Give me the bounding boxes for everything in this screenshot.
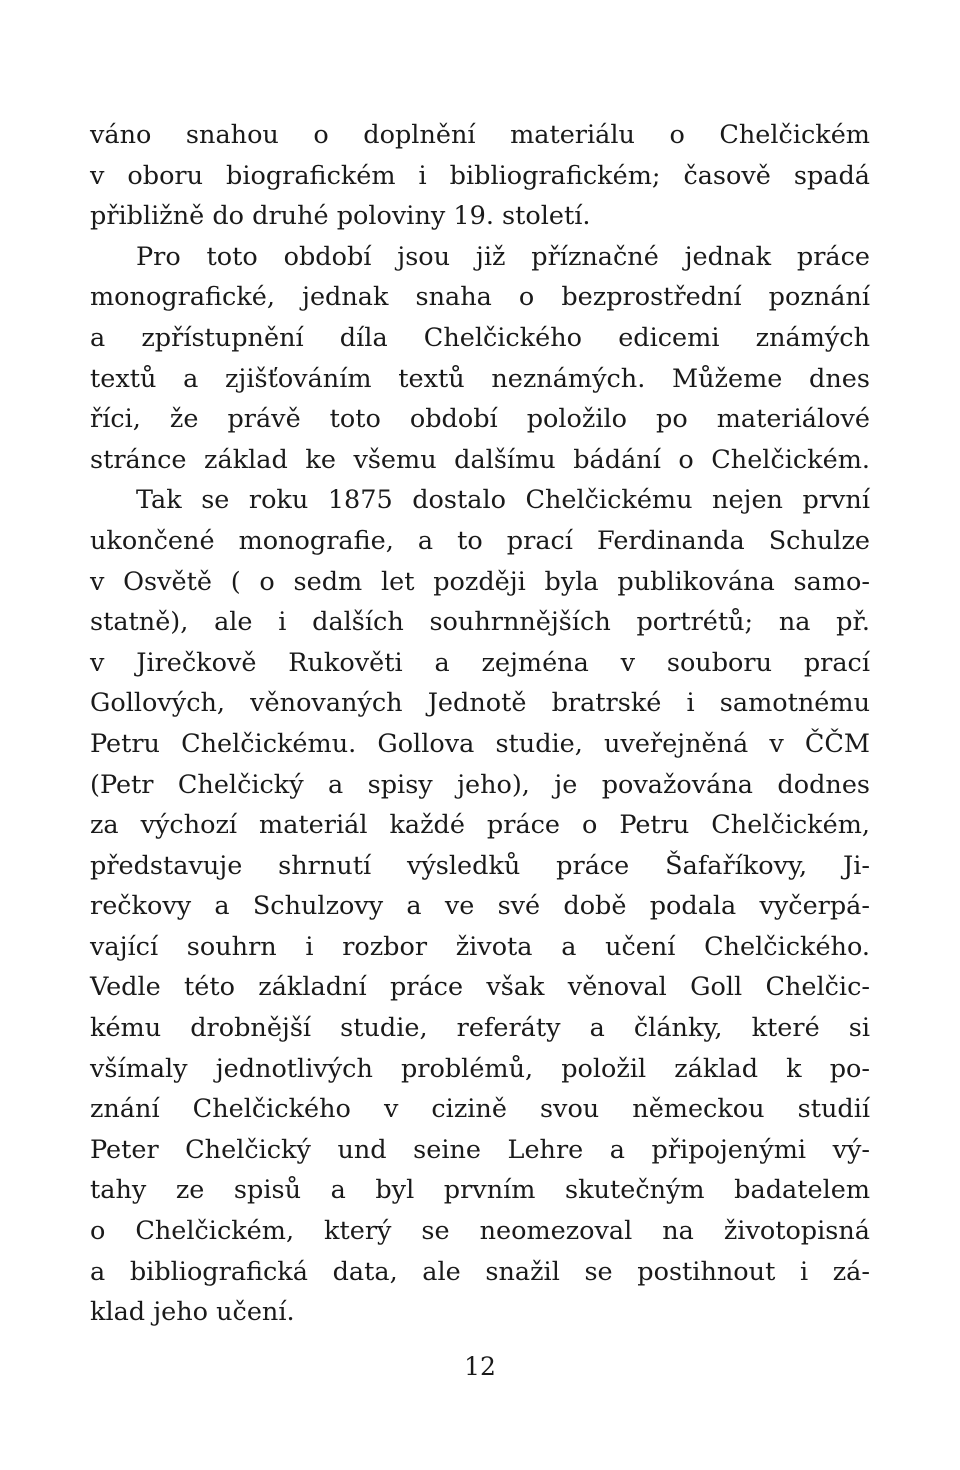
text-line: monografické, jednak snaha o bezprostřední poznání: [90, 282, 870, 313]
text-line: Vedle této základní práce však věnoval Goll Chelčic-: [90, 972, 870, 1003]
text-line: všímaly jednotlivých problémů, položil základ k po-: [90, 1053, 870, 1084]
text-line: klad jeho učení.: [90, 1297, 295, 1328]
text-line: a bibliografická data, ale snažil se postihnout i zá-: [90, 1256, 870, 1287]
text-line: váno snahou o doplnění materiálu o Chelčickém: [90, 120, 870, 150]
text-line: Pro toto období jsou již příznačné jednak práce: [136, 241, 870, 272]
text-line: Gollových, věnovaných Jednotě bratrské i samotnému: [90, 688, 870, 719]
text-line: textů a zjišťováním textů neznámých. Můžeme dnes: [90, 363, 870, 394]
text-line: Petru Chelčickému. Gollova studie, uveřejněná v ČČM: [90, 728, 870, 759]
text-line: o Chelčickém, který se neomezoval na životopisná: [90, 1216, 870, 1247]
text-line: a zpřístupnění díla Chelčického edicemi známých: [90, 322, 870, 353]
text-line: (Petr Chelčický a spisy jeho), je považována dodnes: [90, 769, 870, 800]
text-line: přibližně do druhé poloviny 19. století.: [90, 201, 591, 232]
text-line: statně), ale i dalších souhrnnějších portrétů; na př.: [90, 607, 870, 638]
text-line: znání Chelčického v cizině svou německou studií: [90, 1094, 870, 1125]
text-line: za výchozí materiál každé práce o Petru Chelčickém,: [90, 810, 870, 841]
text-line: vající souhrn i rozbor života a učení Chelčického.: [90, 931, 870, 962]
text-line: Tak se roku 1875 dostalo Chelčickému nejen první: [136, 485, 870, 516]
text-line: kému drobnější studie, referáty a články, které si: [90, 1013, 870, 1044]
page-number: 12: [464, 1352, 496, 1381]
text-line: v Osvětě ( o sedm let později byla publikována samo-: [90, 566, 870, 597]
text-line: ukončené monografie, a to prací Ferdinanda Schulze: [90, 525, 870, 556]
text-line: v Jirečkově Rukověti a zejména v souboru prací: [90, 647, 870, 678]
text-line: představuje shrnutí výsledků práce Šafaříkovy, Ji-: [90, 850, 870, 881]
text-line: v oboru biografickém i bibliografickém; časově spadá: [90, 160, 870, 191]
text-line: stránce základ ke všemu dalšímu bádání o Chelčickém.: [90, 444, 870, 475]
text-line: říci, že právě toto období položilo po materiálové: [90, 404, 870, 435]
body-text: [90, 115, 870, 1333]
text-line: Peter Chelčický und seine Lehre a připojenými vý-: [90, 1134, 870, 1165]
text-line: rečkovy a Schulzovy a ve své době podala vyčerpá-: [90, 891, 870, 922]
text-line: tahy ze spisů a byl prvním skutečným badatelem: [90, 1175, 870, 1206]
